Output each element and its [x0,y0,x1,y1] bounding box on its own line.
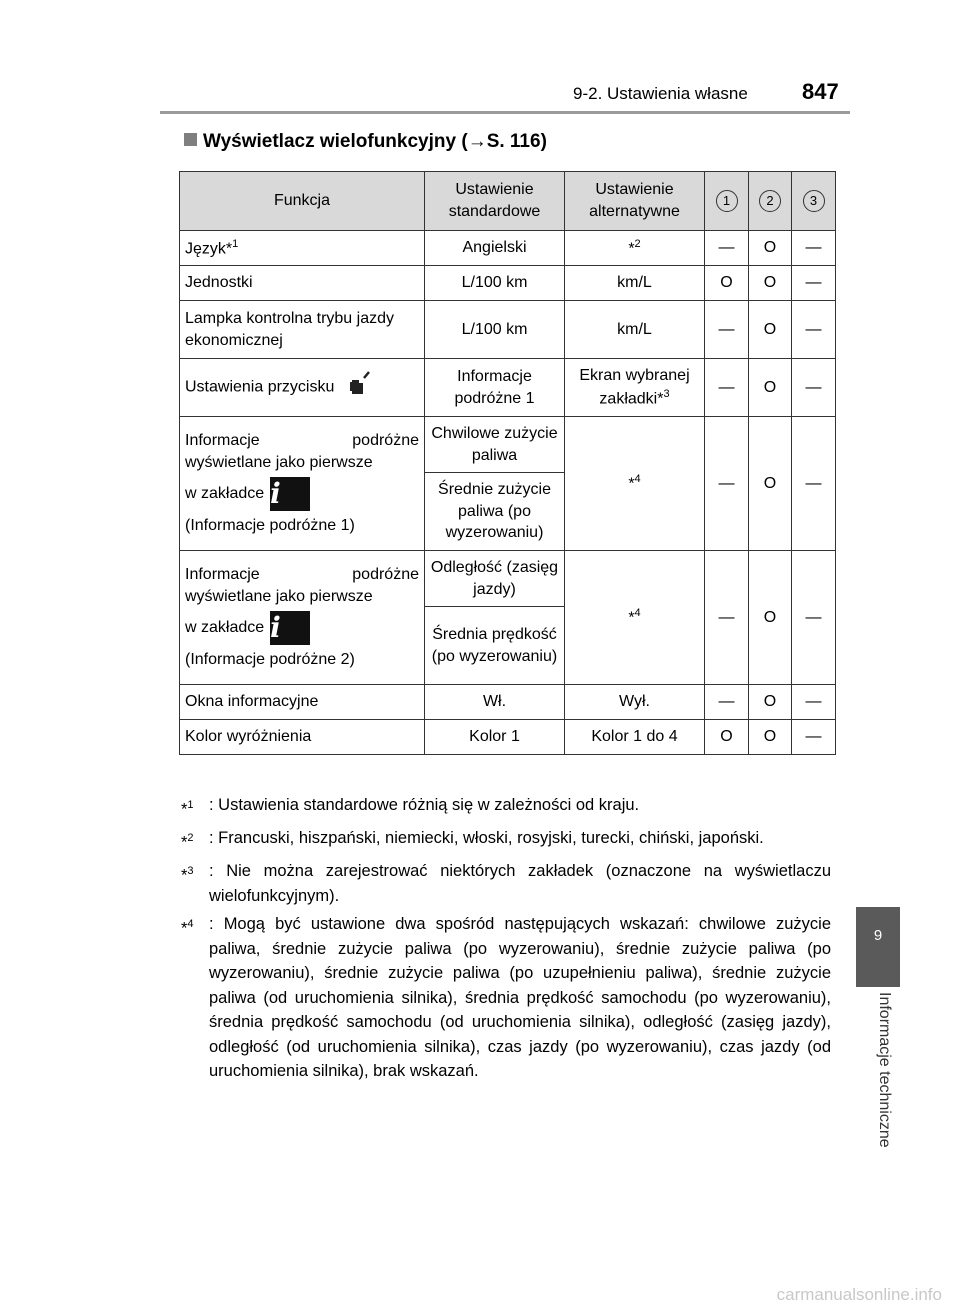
heading-text: Wyświetlacz wielofunkcyjny ( [203,131,468,152]
cell-c2: O [749,359,792,417]
cell-alt: *$^2$ [565,231,705,266]
header-rule [160,111,850,114]
cell-func: Jednostki [180,266,425,301]
cell-c1: — [705,685,749,720]
cell-c1: — [705,417,749,551]
cell-std: Angielski [425,231,565,266]
cell-func: Okna informacyjne [180,685,425,720]
cell-c1: O [705,266,749,301]
chapter-label: Informacje techniczne [876,992,893,1148]
cell-c2: O [749,301,792,359]
cell-func: Informacje podróżne wyświetlane jako pierwsze w zakładce i (Informacje podróżne 2) [180,551,425,685]
cell-alt: Ekran wybranej zakładki*$^3$ [565,359,705,417]
col-header-3 [792,172,836,231]
cell-c1: — [705,231,749,266]
cell-c2: O [749,551,792,685]
col-header-1 [705,172,749,231]
cell-std: Wł. [425,685,565,720]
cell-alt: km/L [565,266,705,301]
circled-number-2: 2 [759,190,781,212]
footnote: *$^3$ : Nie można zarejestrować niektórych zakładek (oznaczone na wyświetlaczu wielofunkcyjnym). [181,862,831,905]
cell-c3: — [792,720,836,755]
cell-func: Ustawienia przycisku [180,359,425,417]
heading-ref: S. 116) [486,131,547,152]
info-icon: i [270,477,310,511]
cell-c2: O [749,231,792,266]
cell-std: Chwilowe zużycie paliwa [425,417,565,473]
cell-c1: O [705,720,749,755]
table-row [180,359,836,417]
circled-number-3: 3 [803,190,825,212]
cell-func: Kolor wyróżnienia [180,720,425,755]
cell-std: L/100 km [425,301,565,359]
settings-table [179,171,836,755]
cell-alt: Kolor 1 do 4 [565,720,705,755]
page-number: 847 [802,79,839,104]
page-header [0,0,960,120]
cell-alt: *$^4$ [565,417,705,551]
watermark: carmanualsonline.info [776,1285,942,1304]
circled-number-1: 1 [716,190,738,212]
table-header-row [180,172,836,231]
info-icon: i [270,611,310,645]
col-header-alt: Ustawienie alternatywne [565,172,705,231]
chapter-tab: 9 [856,907,900,987]
cell-c2: O [749,266,792,301]
cell-alt: Wył. [565,685,705,720]
cell-func: Lampka kontrolna trybu jazdy ekonomicznej [180,301,425,359]
square-bullet-icon [184,133,197,146]
cell-c1: — [705,301,749,359]
cell-c3: — [792,359,836,417]
cell-c3: — [792,301,836,359]
cell-c2: O [749,417,792,551]
cell-alt: *$^4$ [565,551,705,685]
section-heading [184,131,547,153]
cell-c3: — [792,266,836,301]
section-title: 9-2. Ustawienia własne [573,84,748,103]
col-header-2 [749,172,792,231]
cell-c3: — [792,417,836,551]
cell-alt: km/L [565,301,705,359]
col-header-std: Ustawienie standardowe [425,172,565,231]
table-row [180,417,836,473]
cell-std: Odległość (zasięg jazdy) [425,551,565,607]
table-row [180,685,836,720]
table-row [180,301,836,359]
arrow-icon: → [467,131,487,152]
footnote: *$^1$ : Ustawienia standardowe różnią się w zależności od kraju. [181,796,640,819]
table-row [180,720,836,755]
cell-c2: O [749,685,792,720]
cell-func: Informacje podróżne wyświetlane jako pierwsze w zakładce i (Informacje podróżne 1) [180,417,425,551]
cell-c1: — [705,359,749,417]
cell-std: Kolor 1 [425,720,565,755]
cell-func: Język*$^1$ [180,231,425,266]
table-row [180,231,836,266]
cell-c3: — [792,685,836,720]
phone-settings-icon [347,370,371,405]
table-row [180,551,836,607]
cell-c2: O [749,720,792,755]
cell-std: Średnie zużycie paliwa (po wyzerowaniu) [425,473,565,551]
cell-c3: — [792,551,836,685]
table-row [180,266,836,301]
col-header-funkcja: Funkcja [180,172,425,231]
cell-std: Średnia prędkość (po wyzerowaniu) [425,607,565,685]
footnotes [181,793,831,1088]
footnote: *$^4$ : Mogą być ustawione dwa spośród następujących wskazań: chwilowe zużycie paliwa, średnie zużycie paliwa (po wyzerowaniu), średnie zużycie paliwa (po wyzerowaniu), średnie zużycie paliwa (po uzupełnieniu paliwa), średnie zużycie paliwa (od uruchomienia silnika), średnia prędkość samochodu (po wyzerowaniu), średnia prędkość samochodu (od uruchomienia silnika), odległość (zasięg jazdy), odległość (od uruchomienia silnika), czas jazdy (po wyzerowaniu), czas jazdy (od uruchomienia silnika), brak wskazań. [181,915,831,1080]
cell-c3: — [792,231,836,266]
footnote: *$^2$ : Francuski, hiszpański, niemiecki, włoski, rosyjski, turecki, chiński, japoński. [181,829,764,852]
cell-std: Informacje podróżne 1 [425,359,565,417]
cell-std: L/100 km [425,266,565,301]
cell-c1: — [705,551,749,685]
